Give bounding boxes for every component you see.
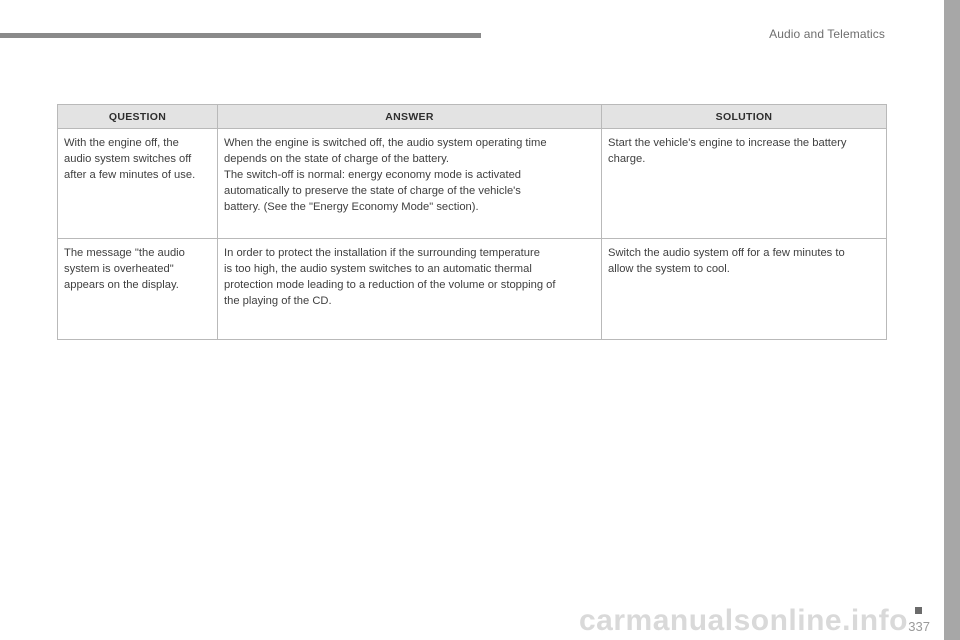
- page-marker-square: [915, 607, 922, 614]
- table-row: [58, 129, 887, 239]
- faq-table: [57, 104, 887, 340]
- solution-cell: Switch the audio system off for a few minutes to allow the system to cool.: [602, 239, 887, 340]
- question-cell: The message "the audio system is overheated" appears on the display.: [58, 239, 218, 340]
- section-title: Audio and Telematics: [769, 27, 885, 41]
- page-edge-strip: [944, 0, 960, 640]
- question-cell: With the engine off, the audio system switches off after a few minutes of use.: [58, 129, 218, 239]
- answer-cell: When the engine is switched off, the audio system operating time depends on the state of charge of the battery. The switch-off is normal: energy economy mode is activated automatically to preserve the state of charge of the vehicle's battery. (See the "Energy Economy Mode" section).: [218, 129, 602, 239]
- table-row: [58, 239, 887, 340]
- solution-cell: Start the vehicle's engine to increase the battery charge.: [602, 129, 887, 239]
- watermark-text: carmanualsonline.info: [579, 604, 908, 637]
- answer-cell: In order to protect the installation if the surrounding temperature is too high, the audio system switches to an automatic thermal protection mode leading to a reduction of the volume or stopping of the playing of the CD.: [218, 239, 602, 340]
- column-header-answer: ANSWER: [218, 105, 602, 129]
- table-header-row: [58, 105, 887, 129]
- top-rule-bar: [0, 33, 481, 38]
- column-header-solution: SOLUTION: [602, 105, 887, 129]
- column-header-question: QUESTION: [58, 105, 218, 129]
- page-number: 337: [908, 619, 930, 634]
